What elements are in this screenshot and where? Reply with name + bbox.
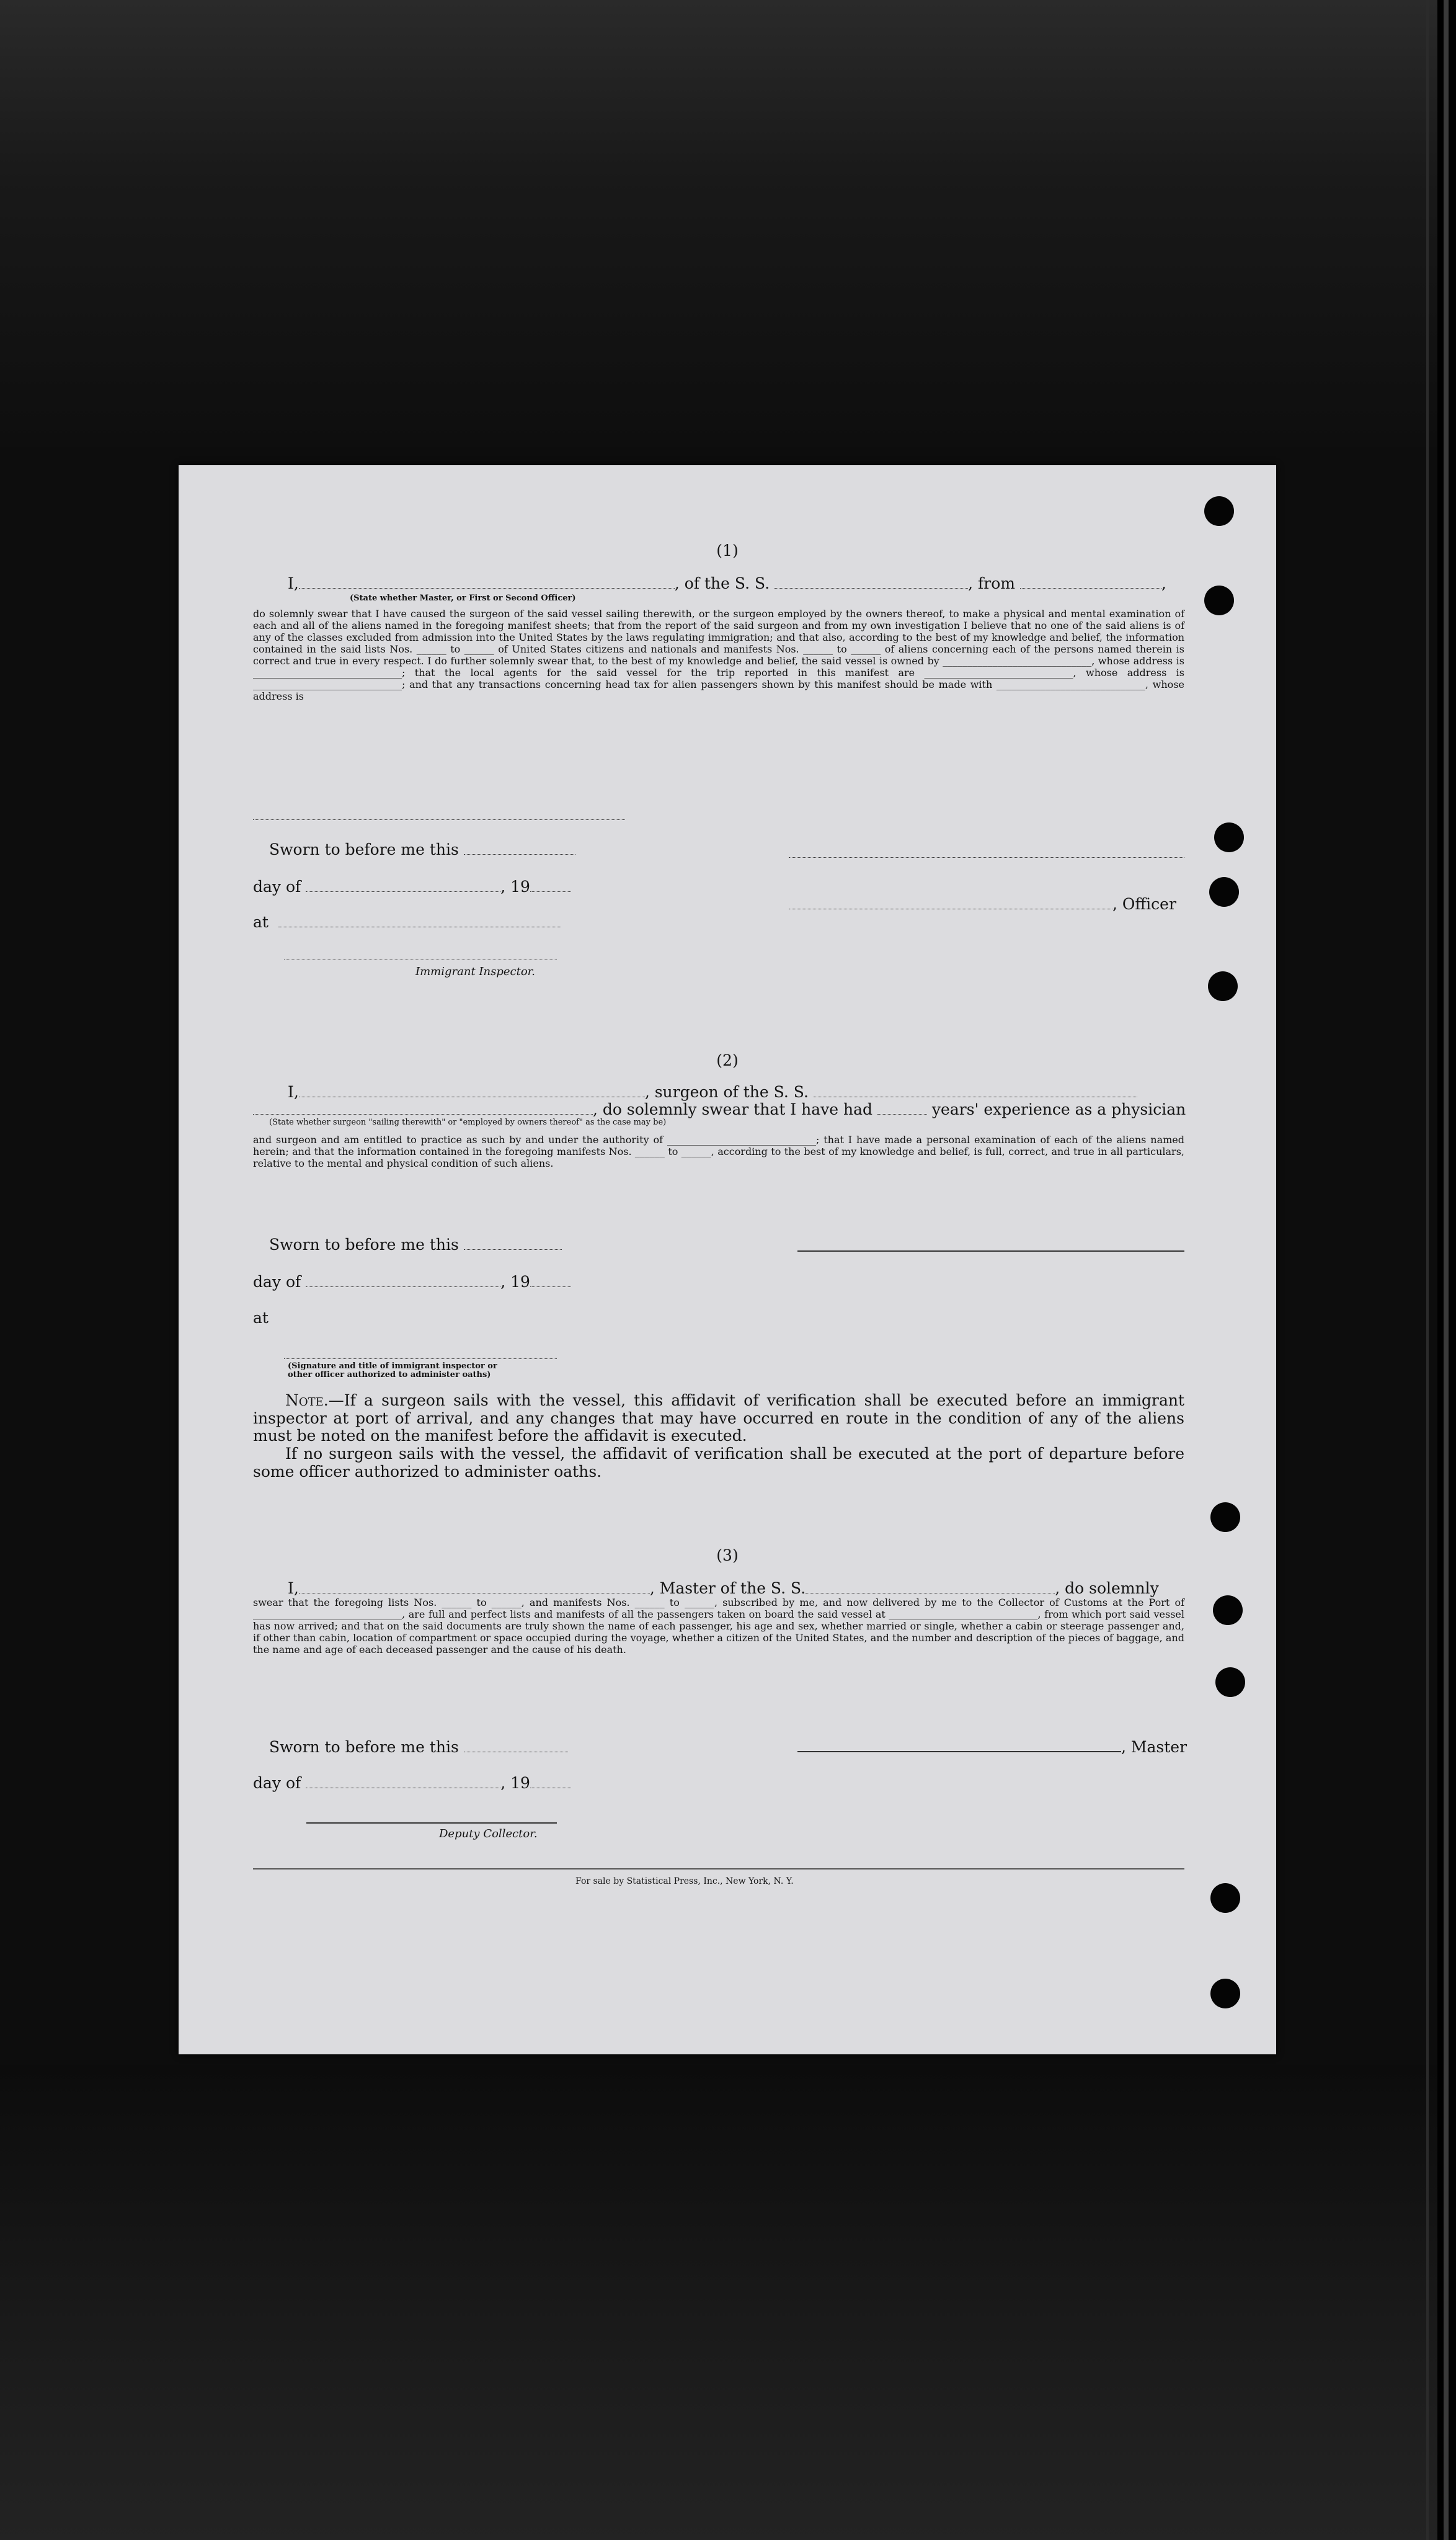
section-1-day-of [253,878,571,896]
section-1-body: do solemnly swear that I have caused the surgeon of the said vessel sailing therewith, or the surgeon employed by the owners thereof, to make a physical and mental examination of each and all of the aliens named in the foregoing manifest sheets; that from the report of the said surgeon and from my own investigation I believe that no one of the said aliens is of any of the classes excluded from admission into the United States by the laws regulating immigration; and that also, according to the best of my knowledge and belief, the information contained in the said lists Nos. ______ to ______ of United States citizens and nationals and manifests Nos. ______ to ______ of aliens concerning each of the persons named therein is correct and true in every respect. I do further solemnly swear that, to the best of my knowledge and belief, the said vessel is owned by ______________________________, whose address is ______________________________; that the local agents for the said vessel for the trip reported in this manifest are ______________________________, whose address is ______________________________; and that any transactions concerning head tax for alien passengers shown by this manifest should be made with ______________________________, whose address is [253,608,1184,702]
month-field[interactable] [306,880,500,892]
collector-signature-line [306,1822,557,1824]
surgeon-status-caption: (State whether surgeon "sailing therewith" or "employed by owners thereof" as the case may be) [269,1118,667,1127]
surgeon-note [253,1392,1184,1445]
do-solemnly: , do solemnly [1055,1579,1159,1597]
scan-background-bottom [0,2065,1456,2540]
collector-caption: Deputy Collector. [439,1827,538,1840]
master-of-ss: , Master of the S. S. [649,1579,806,1597]
binder-hole [1210,1979,1240,2008]
sworn-day-field[interactable] [464,1238,562,1250]
year-field[interactable] [530,1275,571,1287]
sworn-label: Sworn to before me this [269,840,459,858]
surgeon-name-field[interactable] [299,1085,645,1097]
section-1-address-line [253,819,625,820]
section-1-i: I, [288,574,299,592]
master-name-field[interactable] [299,1582,650,1593]
day-of-label: day of [253,1774,301,1792]
section-2-number: (2) [716,1051,739,1069]
section-1-number: (1) [716,541,739,559]
note-text-1: —If a surgeon sails with the vessel, this affidavit of verification shall be executed before an immigrant inspector at port of arrival, and any changes that may have occurred en route in the condition of any of the aliens must be noted on the manifest before the affidavit is executed. [253,1391,1184,1445]
sworn-label: Sworn to before me this [269,1738,459,1756]
binder-hole [1214,822,1244,852]
place-field[interactable] [278,916,561,927]
scan-background-top [0,0,1456,447]
affidavit-sheet [179,465,1276,2054]
inspector-caption: Immigrant Inspector. [415,965,536,978]
binder-hole [1208,971,1238,1001]
note-label: Note. [285,1391,329,1409]
surgeon-status-field[interactable] [253,1103,593,1115]
vessel-name-field[interactable] [775,577,968,589]
binder-hole [1210,1883,1240,1913]
day-of-label: day of [253,878,301,896]
section-1-at [253,913,561,931]
day-of-label: day of [253,1273,301,1291]
officer-label: , Officer [1112,895,1176,913]
month-field[interactable] [306,1776,500,1788]
section-1 [179,542,1276,560]
section-2-at [253,1309,269,1327]
section-3 [179,1547,1276,1565]
year-label: , 19 [500,1273,530,1291]
at-label: at [253,1309,269,1327]
section-3-line-1 [288,1579,1159,1597]
section-1-comma: , [1161,574,1166,592]
year-field[interactable] [530,1776,571,1788]
scan-edge-bar-inner [1426,0,1429,2540]
section-3-i: I, [288,1579,299,1597]
departure-port-field[interactable] [1020,577,1161,589]
years-experience-field[interactable] [877,1103,927,1115]
sig-caption-2: other officer authorized to administer oaths) [288,1370,491,1379]
section-1-line-1 [288,574,1166,592]
sworn-day-field[interactable] [464,843,575,855]
surgeon-note-2: If no surgeon sails with the vessel, the affidavit of verification shall be executed at the port of departure before some officer authorized to administer oaths. [253,1445,1184,1481]
binder-hole [1209,877,1239,907]
binder-hole [1210,1502,1240,1532]
section-2-line-2 [253,1100,1186,1118]
section-3-vessel-field[interactable] [806,1582,1055,1593]
section-2-line-1 [288,1083,1137,1101]
officer-rank-field[interactable] [299,577,675,589]
printer-imprint: For sale by Statistical Press, Inc., New York, N. Y. [575,1876,794,1886]
section-2 [179,1052,1276,1070]
section-2-i: I, [288,1083,299,1101]
binder-hole [1204,586,1234,615]
year-label: , 19 [500,1774,530,1792]
at-label: at [253,913,269,931]
binder-hole [1204,496,1234,526]
section-2-body: and surgeon and am entitled to practice as such by and under the authority of ______________________________; that I have made a personal examination of each of the aliens named herein; and that the information contained in the foregoing manifests Nos. ______ to ______, according to the best of my knowledge and belief, is full, correct, and true in all particulars, relative to the mental and physical condition of such aliens. [253,1134,1184,1169]
master-signature-field[interactable] [797,1740,1121,1752]
section-3-body: swear that the foregoing lists Nos. ______ to ______, and manifests Nos. ______ to ______, subscribed by me, and now delivered by me to the Collector of Customs at the Port of ______________________________, are full and perfect lists and manifests of all the passengers taken on board the said vessel at ______________________________, from which port said vessel has now arrived; and that on the said documents are truly shown the name of each passenger, his age and sex, whether married or single, whether a cabin or steerage passenger and, if other than cabin, location of compartment or space occupied during the voyage, whether a citizen of the United States, and the number and description of the pieces of baggage, and the name and age of each deceased passenger and the cause of his death. [253,1597,1184,1655]
year-field[interactable] [530,880,571,892]
section-2-sworn [269,1236,562,1254]
scan-edge-bar [1444,0,1449,2540]
officer-signature-line-1 [789,857,1184,858]
section-1-officer [789,895,1176,913]
binder-hole [1213,1595,1243,1625]
section-3-sworn [269,1738,568,1756]
sig-caption-1: (Signature and title of immigrant inspector or [288,1361,497,1371]
section-1-from: , from [968,574,1015,592]
section-3-master [797,1738,1187,1756]
binder-hole [1215,1667,1245,1697]
section-1-sworn [269,840,575,858]
section-3-number: (3) [716,1546,739,1564]
surgeon-of-ss: , surgeon of the S. S. [644,1083,809,1101]
footer-rule [253,1868,1184,1869]
officer-signature-field[interactable] [789,898,1112,909]
surgeon-signature-line [797,1250,1184,1252]
month-field[interactable] [306,1275,500,1287]
section-1-of-ss: , of the S. S. [674,574,770,592]
surgeon-swear-text: , do solemnly swear that I have had [593,1100,873,1118]
section-3-day-of [253,1774,571,1792]
year-label: , 19 [500,878,530,896]
section-2-sig-line [284,1358,557,1359]
master-label: , Master [1121,1738,1187,1756]
section-2-day-of [253,1273,571,1291]
years-experience-label: years' experience as a physician [931,1100,1186,1118]
sworn-label: Sworn to before me this [269,1236,459,1254]
sworn-day-field[interactable] [464,1740,568,1752]
officer-rank-caption: (State whether Master, or First or Second Officer) [350,594,576,603]
section-2-vessel-field[interactable] [814,1085,1137,1097]
